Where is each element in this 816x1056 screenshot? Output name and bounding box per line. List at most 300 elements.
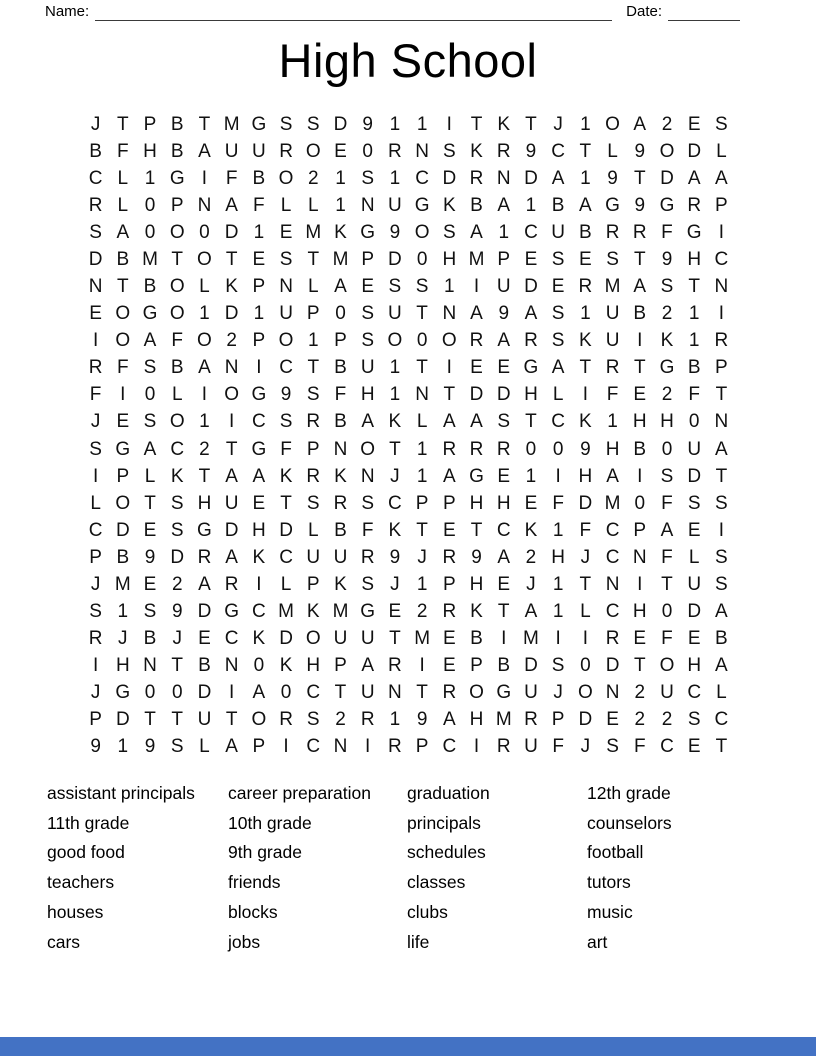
grid-cell: 9: [144, 736, 156, 758]
grid-cell: C: [251, 411, 266, 433]
grid-cell: I: [718, 221, 725, 243]
grid-cell: I: [92, 655, 99, 677]
grid-cell: P: [89, 546, 102, 568]
grid-cell: P: [633, 519, 647, 541]
grid-cell: J: [390, 465, 400, 487]
grid-cell: O: [115, 330, 131, 352]
grid-cell: 1: [416, 438, 428, 460]
word-list-item: art: [587, 931, 608, 952]
grid-cell: G: [115, 682, 131, 704]
grid-cell: B: [579, 221, 592, 243]
grid-cell: A: [252, 465, 266, 487]
word-list-item: music: [587, 901, 633, 922]
grid-cell: 9: [171, 601, 183, 623]
grid-cell: 0: [144, 221, 156, 243]
grid-cell: T: [579, 357, 592, 379]
grid-cell: I: [229, 411, 235, 433]
grid-cell: C: [251, 601, 266, 623]
grid-cell: C: [388, 492, 402, 514]
word-list-item: tutors: [587, 872, 631, 893]
grid-cell: T: [497, 601, 510, 623]
grid-cell: T: [633, 357, 646, 379]
grid-cell: I: [201, 384, 208, 406]
grid-cell: G: [142, 303, 158, 325]
grid-cell: O: [278, 330, 294, 352]
grid-cell: N: [88, 276, 103, 298]
grid-cell: T: [334, 682, 347, 704]
grid-cell: R: [388, 140, 402, 162]
grid-cell: N: [605, 573, 620, 595]
grid-cell: A: [442, 709, 456, 731]
grid-cell: D: [578, 709, 593, 731]
grid-cell: I: [555, 465, 561, 487]
grid-cell: A: [633, 113, 647, 135]
grid-cell: D: [333, 113, 348, 135]
grid-cell: N: [415, 140, 429, 162]
puzzle-title: High School: [278, 34, 538, 87]
grid-cell: S: [497, 411, 511, 433]
grid-cell: A: [497, 546, 511, 568]
grid-cell: 0: [580, 655, 591, 677]
grid-cell: H: [197, 492, 212, 514]
grid-cell: 0: [416, 248, 428, 270]
grid-cell: F: [253, 194, 265, 216]
grid-cell: L: [199, 276, 210, 298]
grid-cell: 1: [688, 303, 700, 325]
grid-cell: S: [143, 601, 157, 623]
grid-cell: O: [441, 330, 457, 352]
grid-cell: B: [633, 303, 647, 325]
grid-cell: 1: [253, 221, 265, 243]
grid-cell: R: [524, 709, 538, 731]
grid-cell: G: [414, 194, 430, 216]
grid-cell: B: [89, 140, 102, 162]
grid-cell: S: [551, 248, 565, 270]
grid-cell: F: [171, 330, 184, 352]
grid-cell: E: [551, 276, 565, 298]
grid-cell: 2: [525, 546, 537, 568]
grid-cell: U: [360, 357, 375, 379]
grid-cell: L: [117, 167, 129, 189]
word-list-item: counselors: [587, 812, 672, 833]
grid-cell: U: [496, 276, 511, 298]
grid-cell: O: [197, 248, 212, 270]
grid-cell: D: [224, 519, 239, 541]
grid-cell: P: [143, 113, 157, 135]
grid-cell: U: [687, 573, 702, 595]
grid-cell: N: [360, 465, 375, 487]
grid-cell: A: [715, 167, 728, 189]
grid-cell: T: [633, 167, 646, 189]
word-list-item: life: [407, 931, 430, 952]
grid-cell: B: [551, 194, 565, 216]
grid-cell: H: [469, 709, 484, 731]
grid-cell: K: [334, 465, 347, 487]
grid-cell: T: [307, 248, 320, 270]
grid-cell: U: [551, 221, 565, 243]
grid-cell: P: [252, 276, 266, 298]
grid-cell: A: [551, 357, 565, 379]
grid-cell: 1: [117, 601, 129, 623]
grid-cell: J: [118, 628, 128, 650]
grid-cell: H: [687, 655, 702, 677]
grid-cell: L: [552, 384, 564, 406]
grid-cell: 0: [661, 601, 673, 623]
grid-cell: H: [687, 248, 702, 270]
grid-cell: E: [497, 573, 511, 595]
grid-cell: R: [279, 709, 293, 731]
grid-cell: S: [361, 573, 375, 595]
grid-cell: 1: [552, 519, 564, 541]
grid-cell: R: [388, 736, 402, 758]
grid-cell: B: [633, 438, 647, 460]
grid-cell: R: [687, 194, 702, 216]
date-blank-line: [668, 4, 740, 21]
word-list-item: career preparation: [228, 783, 371, 803]
grid-cell: 1: [416, 465, 428, 487]
grid-cell: P: [170, 194, 184, 216]
grid-cell: N: [360, 194, 375, 216]
grid-cell: R: [442, 546, 457, 568]
grid-cell: C: [714, 248, 729, 270]
grid-cell: G: [197, 519, 212, 541]
grid-cell: C: [88, 519, 103, 541]
grid-cell: L: [280, 573, 292, 595]
grid-cell: O: [278, 167, 294, 189]
grid-cell: 1: [607, 411, 618, 433]
grid-cell: K: [497, 113, 511, 135]
grid-cell: P: [551, 709, 565, 731]
grid-cell: S: [306, 492, 320, 514]
grid-cell: E: [442, 655, 456, 677]
grid-cell: 0: [144, 194, 156, 216]
grid-cell: 9: [634, 194, 646, 216]
grid-cell: 9: [389, 546, 401, 568]
grid-cell: R: [605, 357, 620, 379]
word-list-item: 12th grade: [587, 783, 671, 803]
grid-cell: I: [501, 628, 507, 650]
grid-cell: T: [389, 628, 401, 650]
grid-cell: E: [633, 628, 647, 650]
grid-cell: 0: [688, 411, 700, 433]
grid-cell: E: [687, 628, 701, 650]
grid-cell: A: [116, 221, 130, 243]
grid-cell: C: [496, 519, 511, 541]
grid-cell: R: [360, 546, 375, 568]
word-list-column: [407, 779, 587, 957]
grid-cell: I: [473, 736, 480, 758]
grid-cell: T: [470, 519, 483, 541]
grid-cell: S: [687, 709, 701, 731]
grid-cell: N: [714, 276, 729, 298]
grid-cell: 1: [525, 465, 537, 487]
grid-cell: L: [307, 519, 319, 541]
grid-cell: 0: [634, 492, 646, 514]
grid-cell: E: [143, 573, 157, 595]
grid-cell: B: [116, 546, 130, 568]
grid-cell: S: [551, 330, 565, 352]
grid-cell: T: [225, 438, 238, 460]
grid-cell: A: [715, 655, 728, 677]
grid-cell: N: [279, 276, 293, 298]
grid-cell: I: [473, 276, 480, 298]
grid-cell: P: [116, 465, 130, 487]
grid-cell: U: [388, 303, 402, 325]
grid-cell: A: [497, 194, 511, 216]
grid-cell: L: [199, 736, 210, 758]
grid-cell: D: [442, 167, 457, 189]
grid-cell: B: [334, 519, 347, 541]
grid-cell: 0: [552, 438, 564, 460]
grid-cell: M: [332, 248, 349, 270]
word-search-grid: [82, 111, 735, 761]
grid-cell: A: [225, 465, 238, 487]
grid-cell: T: [198, 465, 211, 487]
grid-cell: H: [306, 655, 321, 677]
grid-cell: N: [143, 655, 157, 677]
grid-cell: G: [251, 384, 267, 406]
grid-cell: A: [715, 601, 728, 623]
word-list-item: football: [587, 842, 644, 863]
grid-cell: O: [469, 682, 484, 704]
grid-cell: M: [468, 248, 485, 270]
grid-cell: O: [224, 384, 240, 406]
grid-cell: O: [577, 682, 593, 704]
grid-cell: 9: [280, 384, 292, 406]
grid-cell: K: [225, 276, 238, 298]
grid-cell: 9: [389, 221, 401, 243]
grid-cell: C: [306, 682, 321, 704]
grid-cell: O: [115, 303, 131, 325]
grid-cell: I: [637, 465, 643, 487]
grid-cell: E: [687, 519, 701, 541]
grid-cell: 1: [389, 113, 401, 135]
grid-cell: J: [90, 113, 101, 135]
grid-cell: I: [446, 357, 452, 379]
footer-bar: [0, 1037, 816, 1056]
grid-cell: N: [388, 682, 402, 704]
grid-cell: R: [306, 411, 321, 433]
grid-cell: I: [637, 330, 643, 352]
grid-cell: U: [360, 682, 375, 704]
grid-cell: U: [605, 330, 620, 352]
grid-cell: M: [278, 601, 294, 623]
grid-cell: G: [659, 194, 675, 216]
grid-cell: K: [334, 221, 347, 243]
word-list-item: 9th grade: [228, 842, 302, 863]
grid-cell: B: [470, 194, 483, 216]
grid-cell: M: [414, 628, 431, 650]
grid-cell: C: [605, 519, 620, 541]
grid-cell: I: [92, 330, 99, 352]
grid-cell: R: [197, 546, 212, 568]
grid-cell: F: [661, 546, 673, 568]
grid-cell: G: [169, 167, 185, 189]
grid-cell: C: [170, 438, 185, 460]
grid-cell: 1: [688, 330, 700, 352]
grid-cell: G: [224, 601, 240, 623]
grid-cell: S: [89, 221, 102, 243]
grid-cell: U: [224, 492, 239, 514]
grid-cell: S: [660, 465, 674, 487]
grid-cell: L: [144, 465, 156, 487]
grid-cell: 0: [525, 438, 537, 460]
grid-cell: D: [687, 140, 702, 162]
grid-cell: P: [306, 573, 320, 595]
grid-cell: E: [442, 628, 456, 650]
grid-cell: 2: [335, 709, 346, 731]
grid-cell: T: [416, 519, 428, 541]
grid-cell: R: [442, 601, 457, 623]
grid-cell: U: [660, 682, 674, 704]
grid-cell: A: [606, 465, 619, 487]
grid-cell: 0: [335, 303, 346, 325]
grid-cell: K: [579, 411, 592, 433]
grid-cell: D: [524, 167, 538, 189]
grid-cell: L: [716, 682, 727, 704]
word-list-item: 10th grade: [228, 812, 312, 833]
grid-cell: S: [388, 276, 402, 298]
grid-cell: U: [687, 438, 702, 460]
grid-cell: 0: [362, 140, 373, 162]
grid-cell: S: [170, 492, 184, 514]
grid-cell: S: [361, 167, 375, 189]
grid-cell: A: [334, 276, 347, 298]
grid-cell: G: [115, 438, 131, 460]
grid-cell: I: [637, 573, 643, 595]
grid-cell: S: [143, 357, 157, 379]
grid-cell: U: [333, 546, 348, 568]
grid-cell: B: [334, 357, 347, 379]
grid-cell: 0: [171, 682, 183, 704]
grid-cell: 9: [144, 546, 156, 568]
grid-cell: J: [417, 546, 427, 568]
grid-cell: B: [170, 357, 184, 379]
grid-cell: S: [361, 303, 375, 325]
grid-cell: T: [280, 492, 292, 514]
grid-cell: S: [361, 330, 375, 352]
grid-cell: N: [714, 411, 729, 433]
grid-cell: 9: [525, 140, 537, 162]
grid-cell: A: [497, 330, 511, 352]
grid-cell: L: [280, 194, 292, 216]
grid-cell: B: [687, 357, 701, 379]
grid-cell: J: [526, 573, 536, 595]
grid-cell: M: [114, 573, 131, 595]
grid-cell: S: [715, 492, 728, 514]
grid-cell: A: [198, 140, 211, 162]
grid-cell: T: [633, 655, 646, 677]
grid-cell: S: [415, 276, 429, 298]
word-list-item: principals: [407, 812, 481, 833]
grid-cell: S: [442, 221, 456, 243]
grid-cell: B: [198, 655, 211, 677]
grid-cell: C: [714, 709, 729, 731]
grid-cell: M: [604, 276, 621, 298]
grid-cell: S: [306, 384, 320, 406]
grid-cell: L: [117, 194, 129, 216]
grid-cell: A: [524, 601, 538, 623]
word-list-item: classes: [407, 872, 466, 893]
grid-cell: 9: [580, 438, 591, 460]
grid-cell: A: [470, 411, 483, 433]
grid-cell: I: [92, 465, 99, 487]
grid-cell: D: [115, 519, 130, 541]
grid-cell: K: [252, 546, 266, 568]
grid-cell: S: [306, 709, 320, 731]
grid-cell: 9: [416, 709, 428, 731]
grid-cell: C: [687, 682, 702, 704]
grid-cell: I: [419, 655, 425, 677]
grid-cell: P: [415, 736, 429, 758]
grid-cell: 2: [226, 330, 237, 352]
grid-cell: K: [442, 194, 456, 216]
grid-cell: D: [605, 655, 620, 677]
grid-cell: 9: [661, 248, 673, 270]
grid-cell: G: [360, 221, 376, 243]
grid-cell: D: [687, 465, 702, 487]
grid-cell: I: [365, 736, 371, 758]
grid-cell: T: [144, 492, 156, 514]
grid-cell: D: [279, 519, 293, 541]
grid-cell: B: [470, 628, 483, 650]
grid-cell: S: [279, 248, 293, 270]
grid-cell: D: [388, 248, 402, 270]
grid-cell: J: [90, 573, 101, 595]
grid-cell: O: [305, 628, 321, 650]
grid-cell: R: [469, 438, 484, 460]
grid-cell: F: [552, 736, 564, 758]
grid-cell: D: [524, 655, 538, 677]
grid-cell: T: [171, 248, 184, 270]
word-list-item: jobs: [228, 931, 261, 952]
grid-cell: T: [715, 384, 728, 406]
grid-cell: U: [605, 303, 620, 325]
grid-cell: S: [551, 303, 565, 325]
grid-cell: A: [442, 465, 456, 487]
grid-cell: R: [88, 628, 103, 650]
grid-cell: P: [334, 655, 347, 677]
grid-cell: O: [169, 411, 185, 433]
grid-cell: S: [687, 492, 701, 514]
grid-cell: S: [551, 655, 565, 677]
grid-cell: A: [198, 357, 211, 379]
grid-cell: E: [116, 411, 130, 433]
grid-cell: R: [442, 682, 457, 704]
grid-cell: U: [388, 194, 402, 216]
grid-cell: E: [388, 601, 402, 623]
grid-cell: G: [659, 357, 675, 379]
grid-cell: J: [90, 682, 101, 704]
grid-cell: P: [361, 248, 375, 270]
grid-cell: K: [524, 519, 538, 541]
grid-cell: O: [387, 330, 403, 352]
grid-cell: J: [172, 628, 182, 650]
grid-cell: F: [661, 628, 673, 650]
word-list-column: [47, 779, 228, 957]
grid-cell: P: [334, 330, 347, 352]
grid-cell: F: [606, 384, 619, 406]
grid-cell: N: [605, 682, 620, 704]
grid-cell: R: [469, 330, 484, 352]
grid-cell: T: [307, 357, 320, 379]
grid-cell: E: [497, 357, 511, 379]
grid-cell: F: [225, 167, 238, 189]
grid-cell: N: [333, 438, 348, 460]
grid-cell: H: [578, 465, 593, 487]
grid-cell: 1: [253, 303, 265, 325]
grid-cell: K: [279, 465, 293, 487]
